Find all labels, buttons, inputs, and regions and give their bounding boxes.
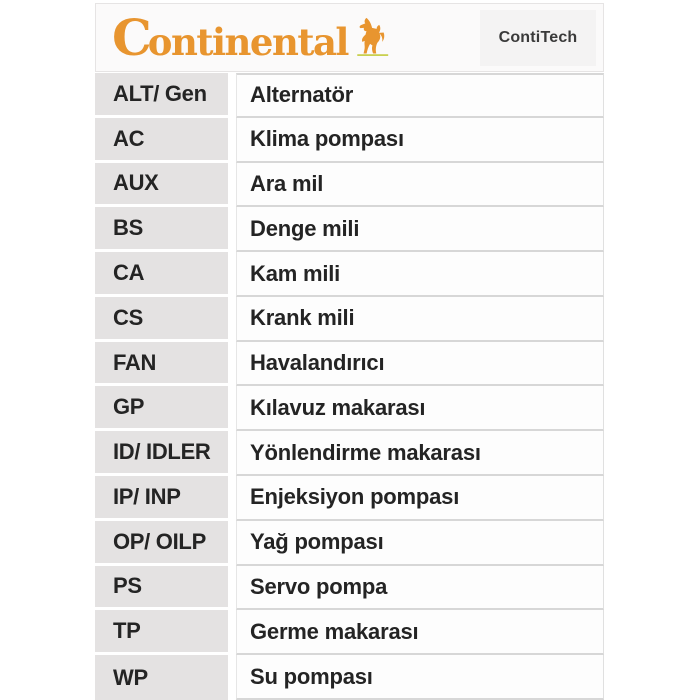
code-cell: FAN [95,342,228,387]
table-row [95,655,604,700]
column-gap [228,521,236,566]
description-cell: Enjeksiyon pompası [236,476,604,521]
description-cell: Klima pompası [236,118,604,163]
description-cell: Servo pompa [236,566,604,611]
table-row [95,207,604,252]
page-content [95,3,604,700]
table-row [95,73,604,118]
column-gap [228,342,236,387]
code-cell: PS [95,566,228,611]
table-row [95,386,604,431]
column-gap [228,163,236,208]
description-cell: Yağ pompası [236,521,604,566]
column-gap [228,431,236,476]
table-row [95,297,604,342]
table-row [95,521,604,566]
code-cell: CS [95,297,228,342]
column-gap [228,655,236,700]
table-row [95,252,604,297]
header [95,3,604,72]
description-cell: Su pompası [236,655,604,700]
column-gap [228,252,236,297]
contitech-panel [480,10,596,66]
table-row [95,566,604,611]
table-row [95,610,604,655]
table-row [95,118,604,163]
column-gap [228,297,236,342]
code-cell: WP [95,655,228,700]
continental-horse-icon [350,16,390,63]
code-cell: AUX [95,163,228,208]
description-cell: Kılavuz makarası [236,386,604,431]
column-gap [228,118,236,163]
table-row [95,431,604,476]
column-gap [228,207,236,252]
code-cell: IP/ INP [95,476,228,521]
code-cell: GP [95,386,228,431]
contitech-logo: ContiTech [498,28,578,46]
column-gap [228,73,236,118]
column-gap [228,476,236,521]
description-cell: Ara mil [236,163,604,208]
table-row [95,342,604,387]
description-cell: Kam mili [236,252,604,297]
continental-logo [112,7,390,67]
description-cell: Krank mili [236,297,604,342]
table-row [95,163,604,208]
column-gap [228,566,236,611]
code-cell: ALT/ Gen [95,73,228,118]
continental-wordmark: Continental [112,7,348,67]
code-cell: AC [95,118,228,163]
table-row [95,476,604,521]
description-cell: Germe makarası [236,610,604,655]
code-cell: BS [95,207,228,252]
code-cell: TP [95,610,228,655]
code-cell: CA [95,252,228,297]
abbreviation-table [95,73,604,700]
code-cell: ID/ IDLER [95,431,228,476]
description-cell: Havalandırıcı [236,342,604,387]
description-cell: Denge mili [236,207,604,252]
column-gap [228,610,236,655]
description-cell: Yönlendirme makarası [236,431,604,476]
code-cell: OP/ OILP [95,521,228,566]
column-gap [228,386,236,431]
description-cell: Alternatör [236,73,604,118]
